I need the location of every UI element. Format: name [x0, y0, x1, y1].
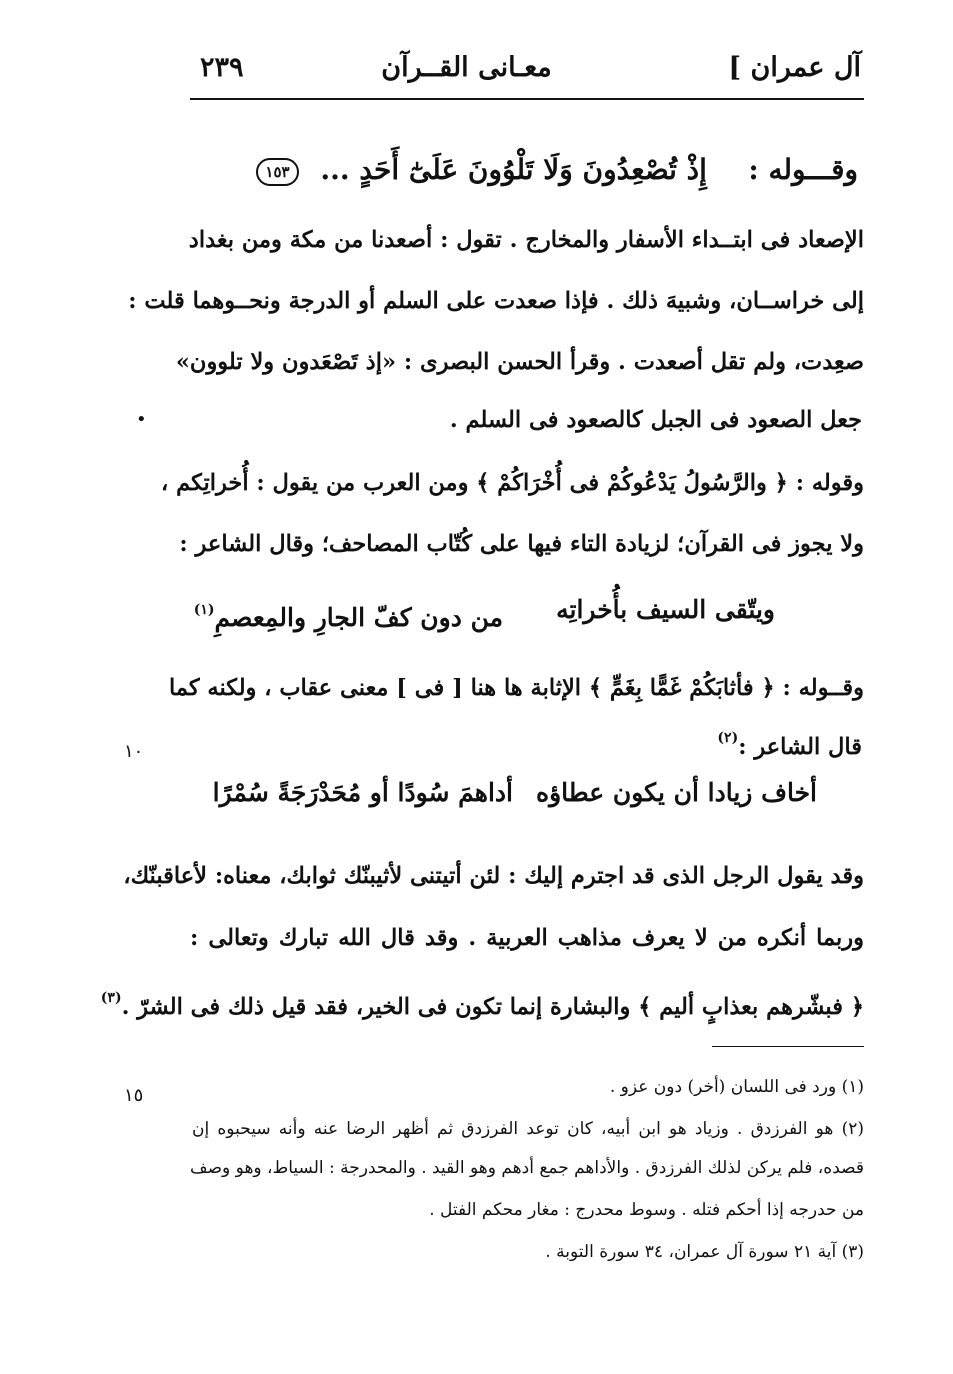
- verse-153-line: [256, 148, 858, 192]
- footnote: (٢) هو الفرزدق . وزياد هو ابن أبيه، كان توعد الفرزدق ثم أظهر الرضا عنه وأنه سيحبوه إن: [192, 1119, 864, 1139]
- body-line: وقوله : ﴿ والرَّسُولُ يَدْعُوكُمْ فى أُخْرَاكُمْ ﴾ ومن العرب من يقول : أُخراتِكم ،: [161, 470, 864, 496]
- running-head-surah: آل عمران ]: [728, 52, 861, 83]
- poem-1-hemistich-2: [194, 590, 503, 638]
- page-number: ٢٣٩: [200, 52, 244, 83]
- footnote-separator: [712, 1046, 864, 1047]
- running-head-title: معـانى القــرآن: [381, 52, 552, 83]
- footnote: من حدرجه إذا أحكم فتله . وسوط محدرج : مغار محكم الفتل .: [429, 1200, 864, 1220]
- body-line: وقد يقول الرجل الذى قد اجترم إليك : لئن أتيتنى لأثيبنّك ثوابك، معناه: لأعاقبنّك،: [123, 863, 864, 889]
- footnote: (٣) آية ٢١ سورة آل عمران، ٣٤ سورة التوبة .: [545, 1242, 864, 1262]
- body-line: جعل الصعود فى الجبل كالصعود فى السلم .: [449, 407, 862, 433]
- footnote-ref-1: (١): [193, 602, 215, 618]
- poem-2-hemistich-1: أخاف زيادا أن يكون عطاؤه: [535, 778, 817, 807]
- body-line: الإصعاد فى ابتــداء الأسفار والمخارج . تقول : أصعدنا من مكة ومن بغداد: [188, 227, 864, 253]
- body-line: صعِدت، ولم تقل أصعدت . وقرأ الحسن البصرى : «إذ تَصْعَدون ولا تلوون»: [175, 349, 864, 375]
- footnote: قصده، فلم يركن لذلك الفرزدق . والأداهم جمع أدهم وهو القيد . والمحدرجة : السياط، وهو وصف: [190, 1158, 864, 1178]
- margin-dot: •: [136, 409, 147, 430]
- body-line: وقــوله : ﴿ فأثابَكُمْ غَمًّا بِغَمٍّ ﴾ الإثابة ها هنا [ فى ] معنى عقاب ، ولكنه كما: [169, 675, 864, 701]
- margin-line-number: ١٥: [124, 1085, 144, 1106]
- margin-line-number: ١٠: [124, 741, 144, 762]
- body-line: [717, 722, 862, 763]
- body-line: وربما أنكره من لا يعرف مذاهب العربية . وقد قال الله تبارك وتعالى :: [190, 925, 864, 951]
- quran-verse: إِذْ تُصْعِدُونَ وَلَا تَلْوُونَ عَلَىٰٓ أَحَدٍ ...: [320, 153, 707, 186]
- footnote-ref-2: (٢): [717, 730, 739, 746]
- poem-1-hemistich-1: ويتّقى السيف بأُخراتِه: [556, 595, 775, 624]
- poem-2-hemistich-2: أداهمَ سُودًا أو مُحَدْرَجَةً سُمْرًا: [212, 778, 513, 807]
- header-rule: [190, 98, 864, 100]
- footnote-ref-3: (٣): [100, 990, 122, 1006]
- verse-number: ١٥٣: [256, 158, 298, 186]
- verse-intro: وقـــوله :: [748, 153, 858, 186]
- body-line-text: قال الشاعر :: [738, 734, 862, 760]
- body-line: [100, 982, 864, 1023]
- body-line-text: ﴿ فبشّرهم بعذابٍ أليم ﴾ والبشارة إنما تكون فى الخير، فقد قيل ذلك فى الشرّ .: [121, 994, 864, 1020]
- footnote: (١) ورد فى اللسان (أخر) دون عزو .: [609, 1077, 864, 1097]
- poem-1-hemistich-2-text: من دون كفّ الجارِ والمِعصمِ: [214, 603, 503, 632]
- body-line: ولا يجوز فى القرآن؛ لزيادة التاء فيها على كُتّاب المصاحف؛ وقال الشاعر :: [179, 531, 864, 557]
- body-line: إلى خراســان، وشبيهَ ذلك . فإذا صعدت على السلم أو الدرجة ونحــوهما قلت :: [128, 288, 864, 314]
